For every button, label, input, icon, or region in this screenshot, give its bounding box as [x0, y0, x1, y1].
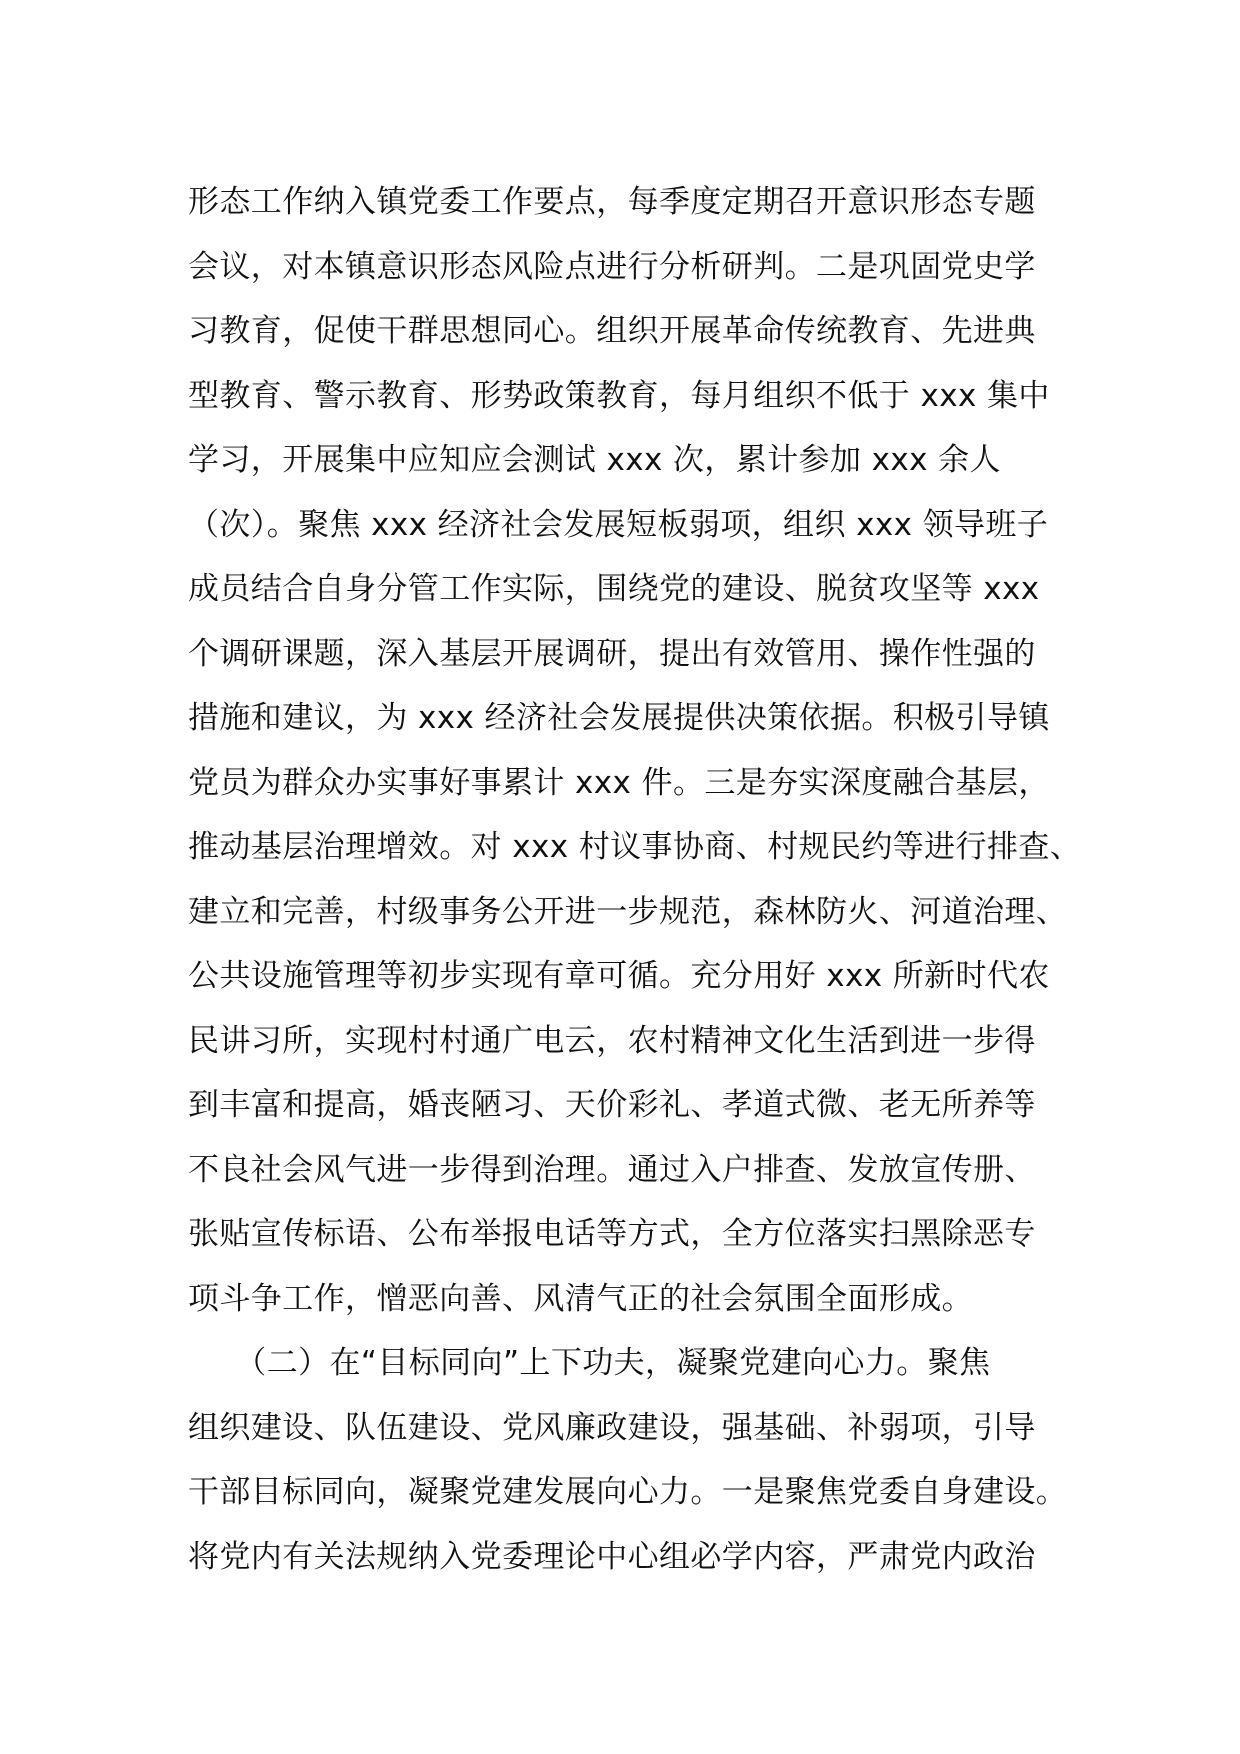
text-line: 型教育、警示教育、形势政策教育，每月组织不低于 xxx 集中 [188, 377, 1050, 414]
text-line: 组织建设、队伍建设、党风廉政建设，强基础、补弱项，引导 [188, 1409, 1036, 1446]
text-line: 习教育，促使干群思想同心。组织开展革命传统教育、先进典 [188, 313, 1036, 349]
text-line: 学习，开展集中应知应会测试 xxx 次，累计参加 xxx 余人 [188, 442, 1001, 478]
text-line: （次）。聚焦 xxx 经济社会发展短板弱项，组织 xxx 领导班子 [188, 506, 1049, 543]
text-line: 到丰富和提高，婚丧陋习、天价彩礼、孝道式微、老无所养等 [188, 1087, 1036, 1123]
text-line: 公共设施管理等初步实现有章可循。充分用好 xxx 所新时代农 [188, 958, 1050, 994]
text-line: 个调研课题，深入基层开展调研，提出有效管用、操作性强的 [188, 635, 1036, 672]
text-line: 建立和完善，村级事务公开进一步规范，森林防火、河道治理、 [188, 893, 1068, 930]
text-line: 干部目标同向，凝聚党建发展向心力。一是聚焦党委自身建设。 [188, 1474, 1068, 1510]
section-heading-line: （二）在“目标同向”上下功夫，凝聚党建向心力。聚焦 [188, 1345, 991, 1381]
text-line: 项斗争工作，憎恶向善、风清气正的社会氛围全面形成。 [188, 1280, 973, 1317]
text-line: 党员为群众办实事好事累计 xxx 件。三是夯实深度融合基层， [188, 764, 1050, 801]
body-text [188, 170, 1088, 1589]
text-line: 形态工作纳入镇党委工作要点，每季度定期召开意识形态专题 [188, 184, 1036, 220]
text-line: 张贴宣传标语、公布举报电话等方式，全方位落实扫黑除恶专 [188, 1216, 1036, 1252]
text-line: 不良社会风气进一步得到治理。通过入户排查、发放宣传册、 [188, 1151, 1036, 1188]
text-line: 推动基层治理增效。对 xxx 村议事协商、村规民约等进行排查、 [188, 829, 1082, 865]
text-line: 会议，对本镇意识形态风险点进行分析研判。二是巩固党史学 [188, 248, 1036, 285]
text-line: 将党内有关法规纳入党委理论中心组必学内容，严肃党内政治 [188, 1538, 1036, 1575]
text-line: 成员结合自身分管工作实际，围绕党的建设、脱贫攻坚等 xxx [188, 571, 1040, 607]
text-line: 民讲习所，实现村村通广电云，农村精神文化生活到进一步得 [188, 1022, 1036, 1059]
text-line: 措施和建议，为 xxx 经济社会发展提供决策依据。积极引导镇 [188, 700, 1050, 736]
